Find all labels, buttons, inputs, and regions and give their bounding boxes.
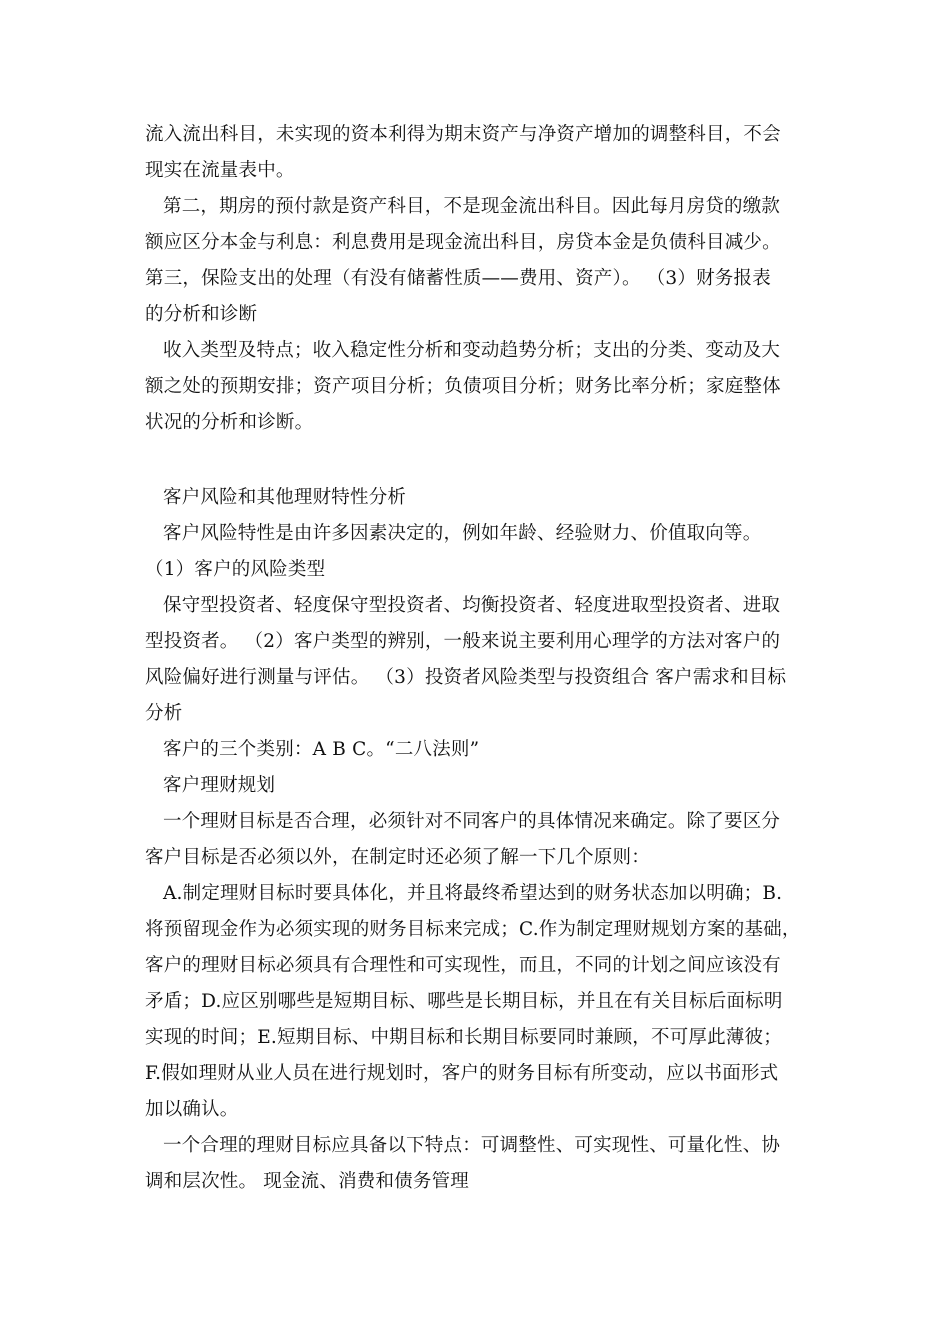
text-line: 客户的三个类别：A B C。“二八法则” [163, 739, 480, 760]
paragraph-block-2 [145, 480, 810, 1200]
text-line: 风险偏好进行测量与评估。 （3）投资者风险类型与投资组合 客户需求和目标 [145, 667, 787, 688]
section-heading: 客户理财规划 [163, 775, 276, 796]
text-line: 收入类型及特点；收入稳定性分析和变动趋势分析；支出的分类、变动及大 [163, 340, 781, 361]
text-line: 一个理财目标是否合理，必须针对不同客户的具体情况来确定。除了要区分 [163, 811, 781, 832]
text-line: 分析 [145, 703, 183, 724]
text-line: 第三，保险支出的处理（有没有储蓄性质——费用、资产）。 （3）财务报表 [145, 268, 771, 289]
text-line: 流入流出科目，未实现的资本利得为期末资产与净资产增加的调整科目，不会 [145, 124, 781, 145]
text-line: 型投资者。 （2）客户类型的辨别，一般来说主要利用心理学的方法对客户的 [145, 631, 781, 652]
text-line: 客户的理财目标必须具有合理性和可实现性，而且，不同的计划之间应该没有 [145, 955, 781, 976]
text-line: 客户风险特性是由许多因素决定的，例如年龄、经验财力、价值取向等。 [163, 523, 762, 544]
text-line: 客户目标是否必须以外，在制定时还必须了解一下几个原则： [145, 847, 650, 868]
text-line: 第二，期房的预付款是资产科目，不是现金流出科目。因此每月房贷的缴款 [163, 196, 781, 217]
paragraph-block-1 [145, 117, 810, 441]
text-line: 将预留现金作为必须实现的财务目标来完成；C.作为制定理财规划方案的基础， [145, 919, 801, 940]
text-line: 矛盾；D.应区别哪些是短期目标、哪些是长期目标，并且在有关目标后面标明 [145, 991, 783, 1012]
text-line: （1）客户的风险类型 [145, 559, 326, 580]
text-line: 一个合理的理财目标应具备以下特点：可调整性、可实现性、可量化性、协 [163, 1135, 781, 1156]
text-line: 现实在流量表中。 [145, 160, 295, 181]
text-line: F.假如理财从业人员在进行规划时，客户的财务目标有所变动，应以书面形式 [145, 1063, 779, 1084]
text-line: 的分析和诊断 [145, 304, 258, 325]
text-line: 加以确认。 [145, 1099, 239, 1120]
text-line: 实现的时间；E.短期目标、中期目标和长期目标要同时兼顾，不可厚此薄彼； [145, 1027, 782, 1048]
text-line: 状况的分析和诊断。 [145, 412, 314, 433]
text-line: 额应区分本金与利息：利息费用是现金流出科目，房贷本金是负债科目减少。 [145, 232, 781, 253]
section-heading: 客户风险和其他理财特性分析 [163, 487, 407, 508]
text-line: 调和层次性。 现金流、消费和债务管理 [145, 1171, 469, 1192]
text-line: 保守型投资者、轻度保守型投资者、均衡投资者、轻度进取型投资者、进取 [163, 595, 781, 616]
text-line: A.制定理财目标时要具体化，并且将最终希望达到的财务状态加以明确；B. [163, 883, 783, 904]
text-line: 额之处的预期安排；资产项目分析；负债项目分析；财务比率分析；家庭整体 [145, 376, 781, 397]
